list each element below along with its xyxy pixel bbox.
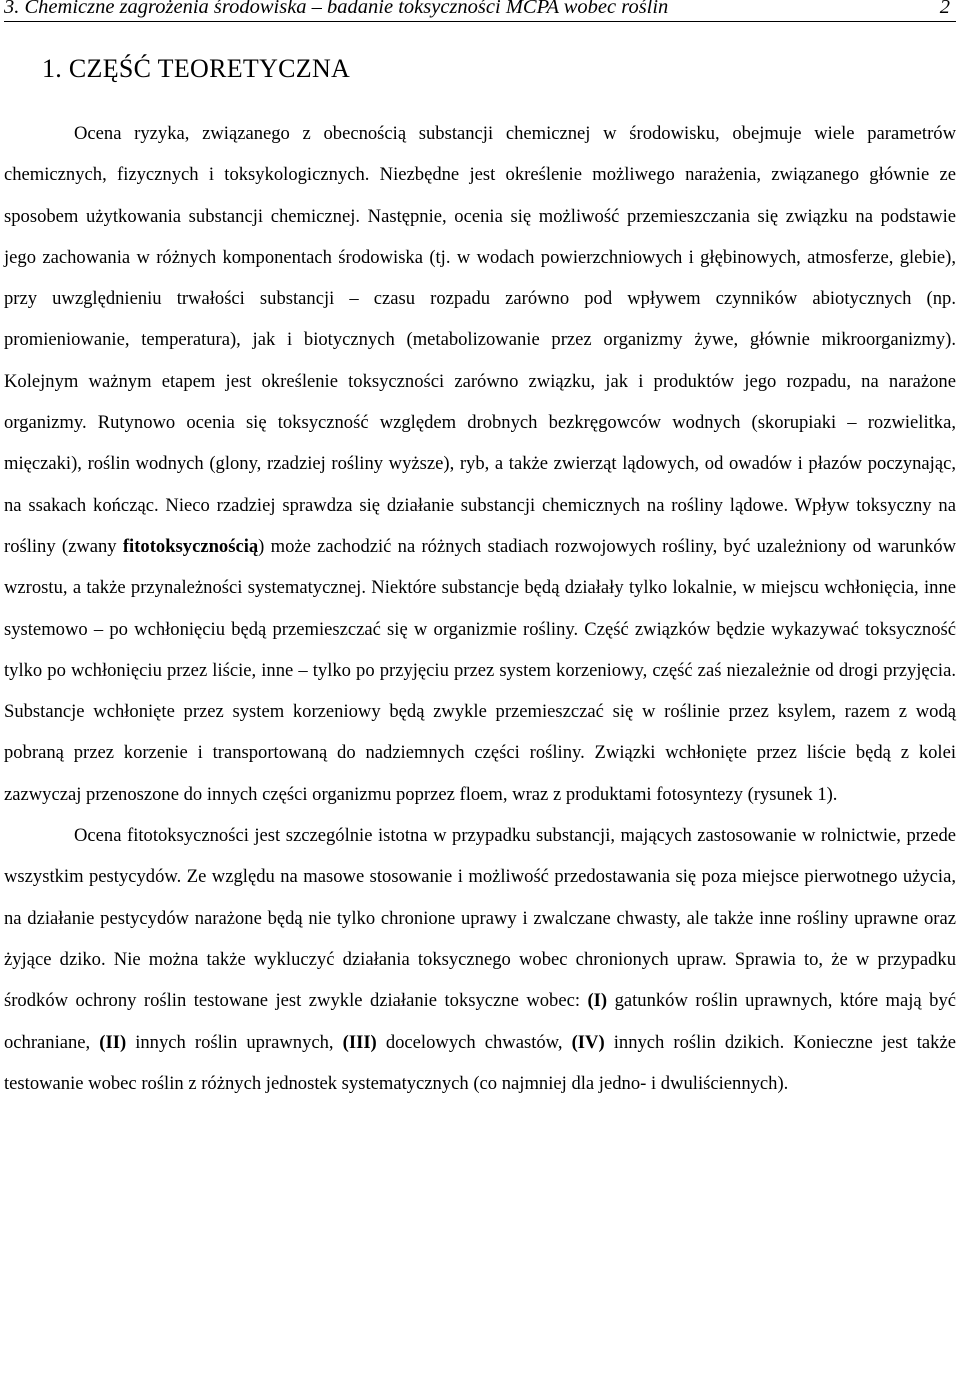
list-marker: (I) (587, 990, 608, 1012)
paragraph-text: ) może zachodzić na różnych stadiach rozwojowych rośliny, być uzależniony od warunków wzrostu, a także przynależności systematycznej. Niektóre substancje będą działały tylko lokalnie, w miejscu wchłonięcia, inne systemowo – po wchłonięciu będą przemieszczać się w organizmie rośliny. Część związków będzie wykazywać toksyczność tylko po wchłonięciu przez liście, inne – tylko po przyjęciu przez system korzeniowy, część zaś niezależnie od drogi przyjęcia. Substancje wchłonięte przez system korzeniowy będą zwykle przemieszczać się w roślinie przez ksylem, razem z wodą pobraną przez korzenie i transportowaną do nadziemnych części rośliny. Związki wchłonięte przez liście będą z kolei zazwyczaj przenoszone do innych części organizmu poprzez floem, wraz z produktami fotosyntezy (rysunek 1). (4, 535, 956, 805)
header-title: 3. Chemiczne zagrożenia środowiska – badanie toksyczności MCPA wobec roślin (4, 0, 669, 18)
paragraph-text: Ocena fitotoksyczności jest szczególnie istotna w przypadku substancji, mających zastosowanie w rolnictwie, przede wszystkim pestycydów. Ze względu na masowe stosowanie i możliwość przedostawania się poza miejsce pierwotnego użycia, na działanie pestycydów narażone będą nie tylko chronione uprawy i zwalczane chwasty, ale także inne rośliny uprawne oraz żyjące dziko. Nie można także wykluczyć działania toksycznego wobec chronionych upraw. Sprawia to, że w przypadku środków ochrony roślin testowane jest zwykle działanie toksyczne wobec: (4, 825, 956, 1012)
paragraph-text: Ocena ryzyka, związanego z obecnością substancji chemicznej w środowisku, obejmuje wiele parametrów chemicznych, fizycznych i toksykologicznych. Niezbędne jest określenie możliwego narażenia, związanego głównie ze sposobem użytkowania substancji chemicznej. Następnie, ocenia się możliwość przemieszczania się związku na podstawie jego zachowania w różnych komponentach środowiska (tj. w wodach powierzchniowych i głębinowych, atmosferze, glebie), przy uwzględnieniu trwałości substancji – czasu rozpadu zarówno pod wpływem czynników abiotycznych (np. promieniowanie, temperatura), jak i biotycznych (metabolizowanie przez organizmy żywe, głównie mikroorganizmy). Kolejnym ważnym etapem jest określenie toksyczności zarówno związku, jak i produktów jego rozpadu, na narażone organizmy. Rutynowo ocenia się toksyczność względem drobnych bezkręgowców wodnych (skorupiaki – rozwielitka, mięczaki), roślin wodnych (glony, rzadziej rośliny wyższe), ryb, a także zwierząt lądowych, od owadów i płazów poczynając, na ssakach kończąc. Nieco rzadziej sprawdza się działanie substancji chemicznych na rośliny lądowe. Wpływ toksyczny na rośliny (zwany (4, 123, 956, 557)
body-text (4, 113, 956, 1104)
list-marker: (II) (99, 1031, 127, 1053)
list-marker: (III) (342, 1031, 377, 1053)
paragraph-text: innych roślin dzikich. Konieczne jest także testowanie wobec roślin z różnych jednostek systematycznych (co najmniej dla jedno- i dwuliściennych). (4, 1031, 956, 1094)
paragraph-2 (4, 815, 956, 1104)
bold-term: fitotoksycznością (122, 535, 259, 557)
paragraph-1 (4, 113, 956, 815)
list-marker: (IV) (571, 1031, 605, 1053)
paragraph-text: gatunków roślin uprawnych, które mają być ochraniane, (4, 990, 956, 1053)
paragraph-text: docelowych chwastów, (376, 1031, 572, 1053)
running-header (4, 0, 956, 22)
paragraph-text: innych roślin uprawnych, (126, 1031, 343, 1053)
section-heading: 1. CZĘŚĆ TEORETYCZNA (42, 54, 351, 83)
page-number: 2 (939, 0, 950, 18)
